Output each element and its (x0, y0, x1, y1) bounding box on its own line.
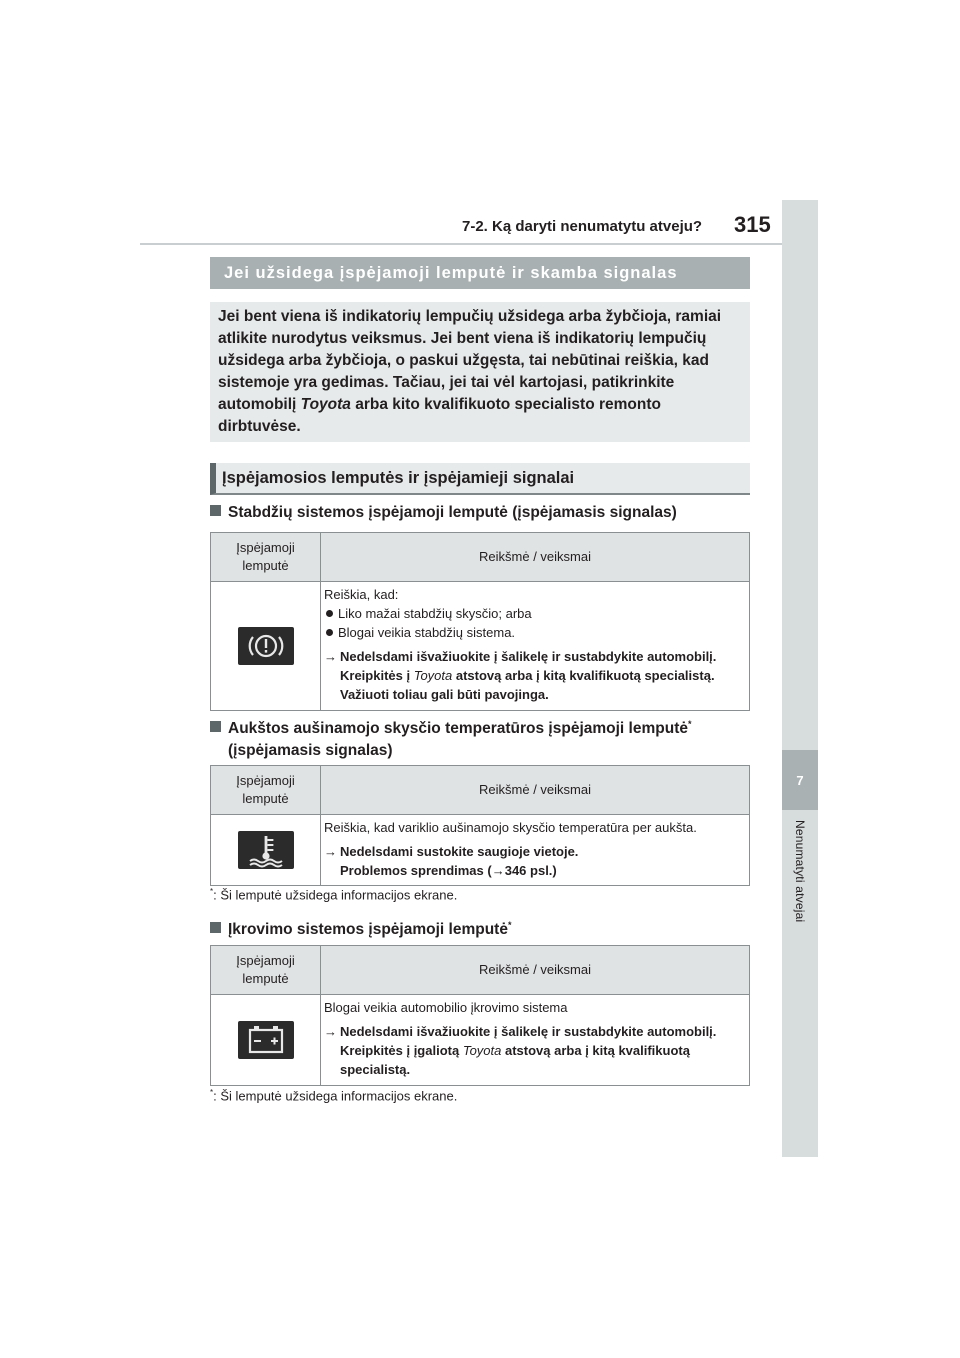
header-lamp: Įspėjamoji lemputė (211, 946, 321, 995)
brand-name: Toyota (413, 668, 453, 683)
charging-warning-table (210, 945, 750, 1086)
info-box-text: Jei bent viena iš indikatorių lempučių užsidega arba žybčioja, ramiai atlikite nurodytus veiksmus. Jei bent viena iš indikatorių lempučių užsidega arba žybčioja, o paskui užgęsta, tai nebūtinai reiškia, kad sistemoje yra gedimas. Tačiau, jei tai vėl kartojasi, patikrinkite automobilį (218, 308, 722, 413)
coolant-subheading-line2: (įspėjamasis signalas) (228, 742, 393, 760)
coolant-temperature-icon (238, 831, 294, 869)
page-number: 315 (734, 212, 771, 237)
section-title: 7-2. Ką daryti nenumatytu atveju? (462, 218, 703, 235)
header-meaning: Reikšmė / veiksmai (321, 766, 750, 815)
brake-warning-table (210, 532, 750, 711)
chapter-label-text: Nenumatyti atvejai (793, 820, 807, 923)
table-row (211, 582, 750, 711)
brand-name: Toyota (462, 1043, 502, 1058)
meaning-cell (321, 582, 750, 711)
header-meaning: Reikšmė / veiksmai (321, 533, 750, 582)
charging-subheading: Įkrovimo sistemos įspėjamoji lemputė* (210, 914, 511, 941)
list-item: Liko mažai stabdžių skysčio; arba (324, 604, 745, 623)
square-bullet-icon (210, 721, 221, 732)
battery-charge-icon (238, 1021, 294, 1059)
arrow-icon: → (324, 1024, 337, 1039)
action-text: → Nedelsdami išvažiuokite į šalikelę ir sustabdykite automobilį. Kreipkitės į Toyota atstovą arba į kitą kvalifikuotą specialistą. Važiuoti toliau gali būti pavojinga. (324, 649, 717, 702)
coolant-subheading: Aukštos aušinamojo skysčio temperatūros įspėjamoji lemputė* (įspėjamasis signalas) (210, 713, 692, 762)
brake-subheading-text: Stabdžių sistemos įspėjamoji lemputė (įspėjamasis signalas) (228, 504, 677, 521)
table-header-row (211, 946, 750, 995)
brake-subheading (210, 502, 677, 524)
table-header-row (211, 766, 750, 815)
coolant-warning-table (210, 765, 750, 886)
meaning-intro: Reiškia, kad variklio aušinamojo skysčio temperatūra per aukšta. (324, 820, 697, 835)
lamp-cell (211, 995, 321, 1086)
list-item: Blogai veikia stabdžių sistema. (324, 623, 745, 642)
brake-warning-icon (238, 627, 294, 665)
brand-name: Toyota (300, 396, 351, 413)
info-box-title: Jei užsidega įspėjamoji lemputė ir skamba signalas (210, 257, 750, 289)
footnote: *: Ši lemputė užsidega informacijos ekrane. (210, 1088, 458, 1104)
arrow-icon: → (324, 649, 337, 664)
meaning-intro: Reiškia, kad: (324, 587, 399, 602)
info-box-text-end: arba kito kvalifikuoto specialisto remonto dirbtuvėse. (218, 396, 661, 435)
table-header-row (211, 533, 750, 582)
square-bullet-icon (210, 922, 221, 933)
meaning-cell (321, 815, 750, 886)
lamp-cell (211, 582, 321, 711)
chapter-label (782, 820, 818, 960)
footnote: *: Ši lemputė užsidega informacijos ekrane. (210, 887, 458, 903)
chapter-sidebar (782, 200, 818, 1157)
action-text: → Nedelsdami išvažiuokite į šalikelę ir sustabdykite automobilį. Kreipkitės į įgaliotą Toyota atstovą arba į kitą kvalifikuotą specialistą. (324, 1024, 717, 1077)
header-lamp: Įspėjamoji lemputė (211, 533, 321, 582)
charging-subheading-text: Įkrovimo sistemos įspėjamoji lemputė (228, 921, 508, 939)
coolant-subheading-text: Aukštos aušinamojo skysčio temperatūros įspėjamoji lemputė (228, 720, 688, 738)
meaning-cell (321, 995, 750, 1086)
table-row (211, 815, 750, 886)
arrow-icon: → (324, 844, 337, 859)
section-heading: Įspėjamosios lemputės ir įspėjamieji signalai (210, 463, 750, 495)
table-row (211, 995, 750, 1086)
action-text: → Nedelsdami sustokite saugioje vietoje. Problemos sprendimas (→346 psl.) (324, 844, 579, 878)
lamp-cell (211, 815, 321, 886)
header-divider (140, 243, 784, 245)
header-lamp: Įspėjamoji lemputė (211, 766, 321, 815)
header-meaning: Reikšmė / veiksmai (321, 946, 750, 995)
meaning-intro: Blogai veikia automobilio įkrovimo sistema (324, 1000, 568, 1015)
chapter-number-tab: 7 (782, 750, 818, 810)
info-box-body (210, 302, 750, 442)
square-bullet-icon (210, 505, 221, 516)
